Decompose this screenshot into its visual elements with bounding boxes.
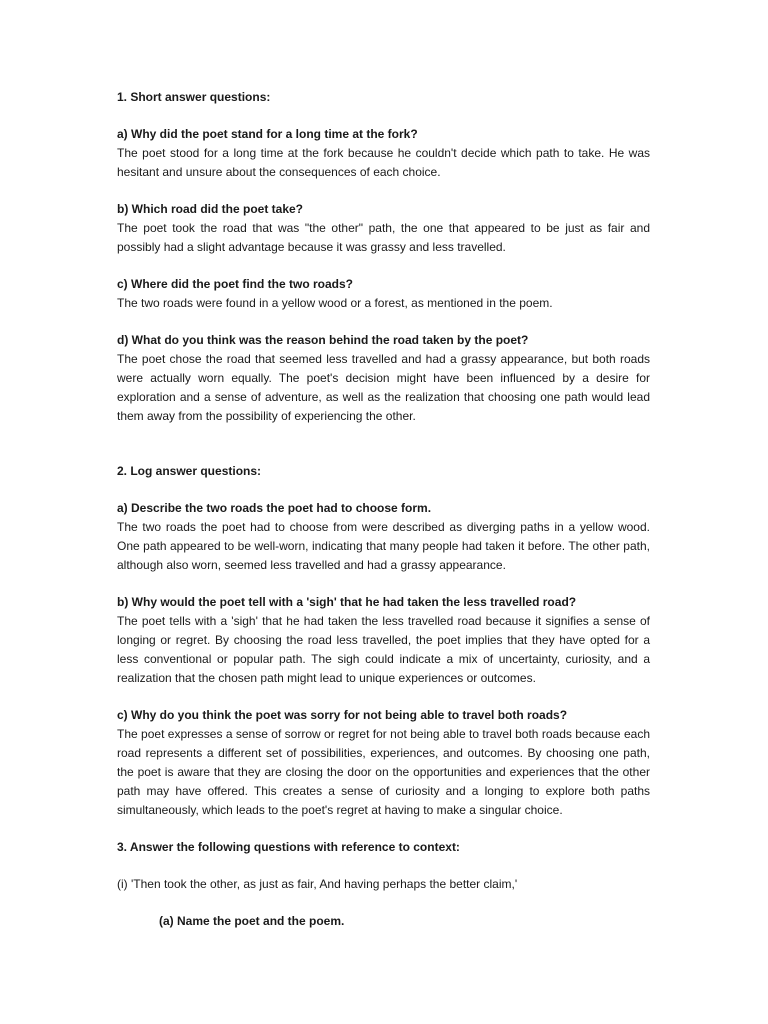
- question-2b: b) Why would the poet tell with a 'sigh' that he had taken the less travelled road?: [117, 595, 577, 609]
- question-1d: d) What do you think was the reason behind the road taken by the poet?: [117, 333, 529, 347]
- question-2a: a) Describe the two roads the poet had to choose form.: [117, 501, 432, 515]
- answer-1c: The two roads were found in a yellow wood or a forest, as mentioned in the poem.: [117, 296, 553, 310]
- question-1a: a) Why did the poet stand for a long time at the fork?: [117, 127, 418, 141]
- question-1c: c) Where did the poet find the two roads?: [117, 277, 353, 291]
- section-2-heading: 2. Log answer questions:: [117, 464, 262, 478]
- section-3-heading: 3. Answer the following questions with reference to context:: [117, 840, 460, 854]
- context-quote: (i) 'Then took the other, as just as fair, And having perhaps the better claim,': [117, 877, 518, 891]
- document-page: [117, 88, 650, 931]
- sub-question-a: (a) Name the poet and the poem.: [159, 914, 345, 928]
- answer-2c: The poet expresses a sense of sorrow or regret for not being able to travel both roads because each road represents a different set of possibilities, experiences, and outcomes. By choosing one path, the poet is aware that they are closing the door on the opportunities and experiences that the other path may have offered. This creates a sense of curiosity and a longing to explore both paths simultaneously, which leads to the poet's regret at having to make a singular choice.: [117, 727, 650, 817]
- answer-1b: The poet took the road that was "the other" path, the one that appeared to be just as fair and possibly had a slight advantage because it was grassy and less travelled.: [117, 221, 650, 254]
- question-1b: b) Which road did the poet take?: [117, 202, 303, 216]
- answer-1a: The poet stood for a long time at the fork because he couldn't decide which path to take. He was hesitant and unsure about the consequences of each choice.: [117, 146, 650, 179]
- answer-2a: The two roads the poet had to choose from were described as diverging paths in a yellow wood. One path appeared to be well-worn, indicating that many people had taken it before. The other path, although also worn, seemed less travelled and had a grassy appearance.: [117, 520, 650, 572]
- answer-2b: The poet tells with a 'sigh' that he had taken the less travelled road because it signifies a sense of longing or regret. By choosing the road less travelled, the poet implies that they have opted for a less conventional or popular path. The sigh could indicate a mix of uncertainty, curiosity, and a realization that the chosen path might lead to unique experiences or outcomes.: [117, 614, 650, 685]
- answer-1d: The poet chose the road that seemed less travelled and had a grassy appearance, but both roads were actually worn equally. The poet's decision might have been influenced by a desire for exploration and a sense of adventure, as well as the realization that choosing one path would lead them away from the possibility of experiencing the other.: [117, 352, 650, 423]
- question-2c: c) Why do you think the poet was sorry for not being able to travel both roads?: [117, 708, 568, 722]
- section-1-heading: 1. Short answer questions:: [117, 90, 271, 104]
